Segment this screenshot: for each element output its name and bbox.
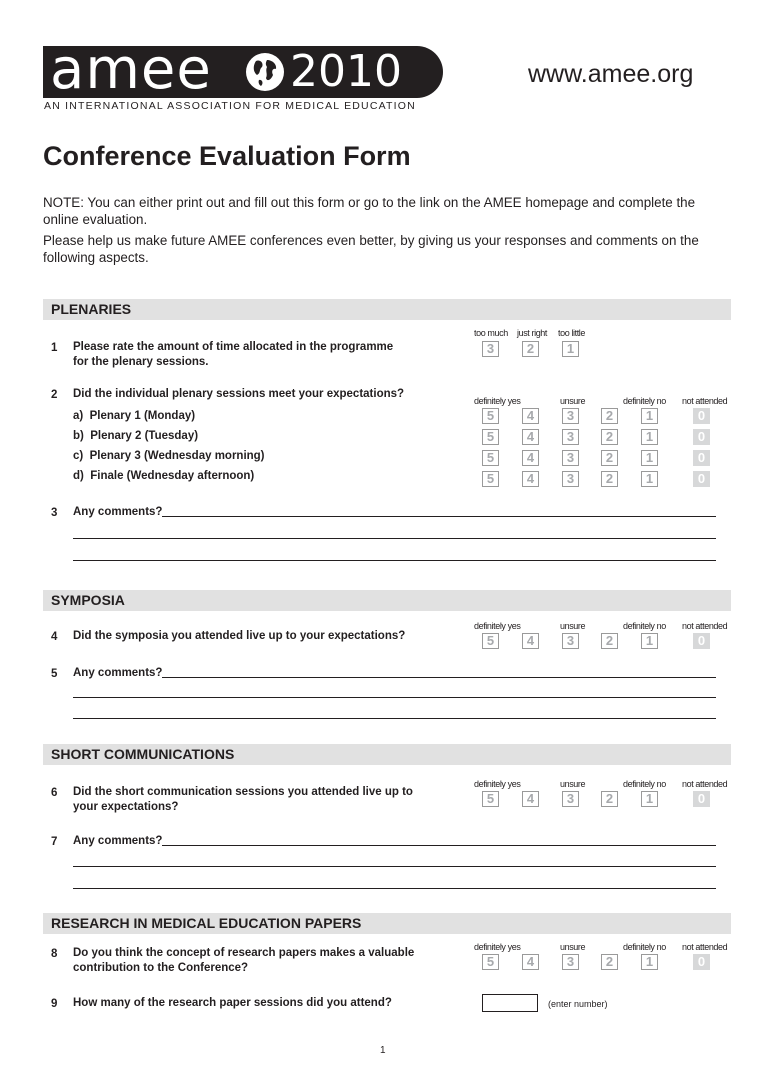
question-4-text: Did the symposia you attended live up to your expectations? <box>73 630 406 642</box>
section-bar-plenaries <box>43 299 731 320</box>
rating-box-3[interactable]: 3 <box>562 633 579 649</box>
rating-box-0[interactable]: 0 <box>693 429 710 445</box>
question-8-line2: contribution to the Conference? <box>73 962 249 974</box>
scale-header-definitely-yes: definitely yes <box>474 621 521 631</box>
question-1-line1: Please rate the amount of time allocated in the programme <box>73 341 394 353</box>
section-title-plenaries: PLENARIES <box>51 301 132 317</box>
rating-box-0[interactable]: 0 <box>693 954 710 970</box>
section-title-short-communications: SHORT COMMUNICATIONS <box>51 746 235 762</box>
scale-header-not-attended: not attended <box>682 396 728 406</box>
rating-box-4[interactable]: 4 <box>522 633 539 649</box>
rating-box-3[interactable]: 3 <box>562 429 579 445</box>
scale-header-definitely-yes: definitely yes <box>474 396 521 406</box>
rating-box-5[interactable]: 5 <box>482 633 499 649</box>
rating-box-4[interactable]: 4 <box>522 471 539 487</box>
question-1-line2: for the plenary sessions. <box>73 356 209 368</box>
note-paragraph <box>43 194 733 228</box>
rating-box-1[interactable]: 1 <box>641 633 658 649</box>
plenary-item-b: b) Plenary 2 (Tuesday) <box>73 430 199 442</box>
question-1-text <box>73 340 393 370</box>
page-number: 1 <box>380 1045 386 1056</box>
section-bar-symposia <box>43 590 731 611</box>
rating-box-2[interactable]: 2 <box>601 633 618 649</box>
rating-box-5[interactable]: 5 <box>482 408 499 424</box>
question-3-text: Any comments? <box>73 506 163 518</box>
tagline: AN INTERNATIONAL ASSOCIATION FOR MEDICAL EDUCATION <box>44 100 416 112</box>
question-6-line2: your expectations? <box>73 801 179 813</box>
rating-box-1[interactable]: 1 <box>641 408 658 424</box>
plenary-item-a: a) Plenary 1 (Monday) <box>73 410 196 422</box>
rating-box-3[interactable]: 3 <box>562 791 579 807</box>
section-title-symposia: SYMPOSIA <box>51 592 125 608</box>
question-9-text: How many of the research paper sessions did you attend? <box>73 997 392 1009</box>
rating-box-1[interactable]: 1 <box>562 341 579 357</box>
comment-line[interactable] <box>73 697 716 698</box>
rating-box-2[interactable]: 2 <box>601 791 618 807</box>
rating-box-2[interactable]: 2 <box>601 429 618 445</box>
question-6-line1: Did the short communication sessions you attended live up to <box>73 786 413 798</box>
plenary-item-c: c) Plenary 3 (Wednesday morning) <box>73 450 265 462</box>
scale-header-just-right: just right <box>517 328 548 338</box>
question-8-text <box>73 946 414 976</box>
note-label: NOTE <box>43 195 81 210</box>
rating-box-0[interactable]: 0 <box>693 450 710 466</box>
scale-header-not-attended: not attended <box>682 779 728 789</box>
rating-box-5[interactable]: 5 <box>482 450 499 466</box>
logo-year: 2010 <box>290 46 402 97</box>
comment-line[interactable] <box>73 560 716 561</box>
comment-line[interactable] <box>73 888 716 889</box>
rating-box-1[interactable]: 1 <box>641 954 658 970</box>
scale-header-definitely-no: definitely no <box>623 621 666 631</box>
question-7-text: Any comments? <box>73 835 163 847</box>
question-5-text: Any comments? <box>73 667 163 679</box>
scale-header-definitely-no: definitely no <box>623 779 666 789</box>
rating-box-4[interactable]: 4 <box>522 791 539 807</box>
question-8-line1: Do you think the concept of research papers makes a valuable <box>73 947 415 959</box>
scale-header-definitely-no: definitely no <box>623 942 666 952</box>
rating-box-5[interactable]: 5 <box>482 429 499 445</box>
question-number: 4 <box>51 631 58 643</box>
rating-box-4[interactable]: 4 <box>522 408 539 424</box>
comment-line[interactable] <box>73 718 716 719</box>
question-number: 5 <box>51 668 58 680</box>
plenary-item-d: d) Finale (Wednesday afternoon) <box>73 470 255 482</box>
rating-box-0[interactable]: 0 <box>693 791 710 807</box>
scale-header-definitely-no: definitely no <box>623 396 666 406</box>
note-text: : You can either print out and fill out this form or go to the link on the AMEE homepage and complete the online evaluation. <box>43 195 696 227</box>
rating-box-2[interactable]: 2 <box>522 341 539 357</box>
rating-box-2[interactable]: 2 <box>601 450 618 466</box>
rating-box-3[interactable]: 3 <box>562 450 579 466</box>
scale-header-definitely-yes: definitely yes <box>474 779 521 789</box>
question-number: 6 <box>51 787 58 799</box>
rating-box-4[interactable]: 4 <box>522 954 539 970</box>
comment-line[interactable] <box>162 677 716 678</box>
question-number: 2 <box>51 389 58 401</box>
comment-line[interactable] <box>73 866 716 867</box>
question-2-text: Did the individual plenary sessions meet your expectations? <box>73 388 405 400</box>
question-number: 3 <box>51 507 58 519</box>
rating-box-4[interactable]: 4 <box>522 429 539 445</box>
rating-box-2[interactable]: 2 <box>601 408 618 424</box>
rating-box-0[interactable]: 0 <box>693 633 710 649</box>
rating-box-1[interactable]: 1 <box>641 450 658 466</box>
rating-box-3[interactable]: 3 <box>482 341 499 357</box>
question-number: 8 <box>51 948 58 960</box>
question-number: 1 <box>51 342 58 354</box>
enter-number-hint: (enter number) <box>548 999 608 1009</box>
scale-header-definitely-yes: definitely yes <box>474 942 521 952</box>
section-title-research: RESEARCH IN MEDICAL EDUCATION PAPERS <box>51 915 362 931</box>
rating-box-2[interactable]: 2 <box>601 954 618 970</box>
scale-header-unsure: unsure <box>560 396 586 406</box>
rating-box-5[interactable]: 5 <box>482 954 499 970</box>
rating-box-5[interactable]: 5 <box>482 471 499 487</box>
help-paragraph: Please help us make future AMEE conferences even better, by giving us your responses and comments on the following aspects. <box>43 233 699 265</box>
rating-box-3[interactable]: 3 <box>562 471 579 487</box>
question-6-text <box>73 785 413 815</box>
scale-header-unsure: unsure <box>560 621 586 631</box>
rating-box-2[interactable]: 2 <box>601 471 618 487</box>
rating-box-1[interactable]: 1 <box>641 429 658 445</box>
scale-header-unsure: unsure <box>560 779 586 789</box>
rating-box-1[interactable]: 1 <box>641 791 658 807</box>
session-count-input[interactable] <box>482 994 538 1012</box>
rating-box-1[interactable]: 1 <box>641 471 658 487</box>
comment-line[interactable] <box>162 516 716 517</box>
rating-box-5[interactable]: 5 <box>482 791 499 807</box>
rating-box-3[interactable]: 3 <box>562 954 579 970</box>
question-number: 7 <box>51 836 58 848</box>
rating-box-0[interactable]: 0 <box>693 471 710 487</box>
scale-header-unsure: unsure <box>560 942 586 952</box>
scale-header-too-little: too little <box>558 328 586 338</box>
rating-box-4[interactable]: 4 <box>522 450 539 466</box>
scale-header-not-attended: not attended <box>682 621 728 631</box>
scale-header-too-much: too much <box>474 328 508 338</box>
globe-icon <box>244 51 286 93</box>
scale-header-not-attended: not attended <box>682 942 728 952</box>
website-url[interactable]: www.amee.org <box>528 60 694 88</box>
comment-line[interactable] <box>73 538 716 539</box>
rating-box-3[interactable]: 3 <box>562 408 579 424</box>
comment-line[interactable] <box>162 845 716 846</box>
page-title: Conference Evaluation Form <box>43 141 411 171</box>
question-number: 9 <box>51 998 58 1010</box>
logo-word: amee <box>50 37 212 102</box>
rating-box-0[interactable]: 0 <box>693 408 710 424</box>
